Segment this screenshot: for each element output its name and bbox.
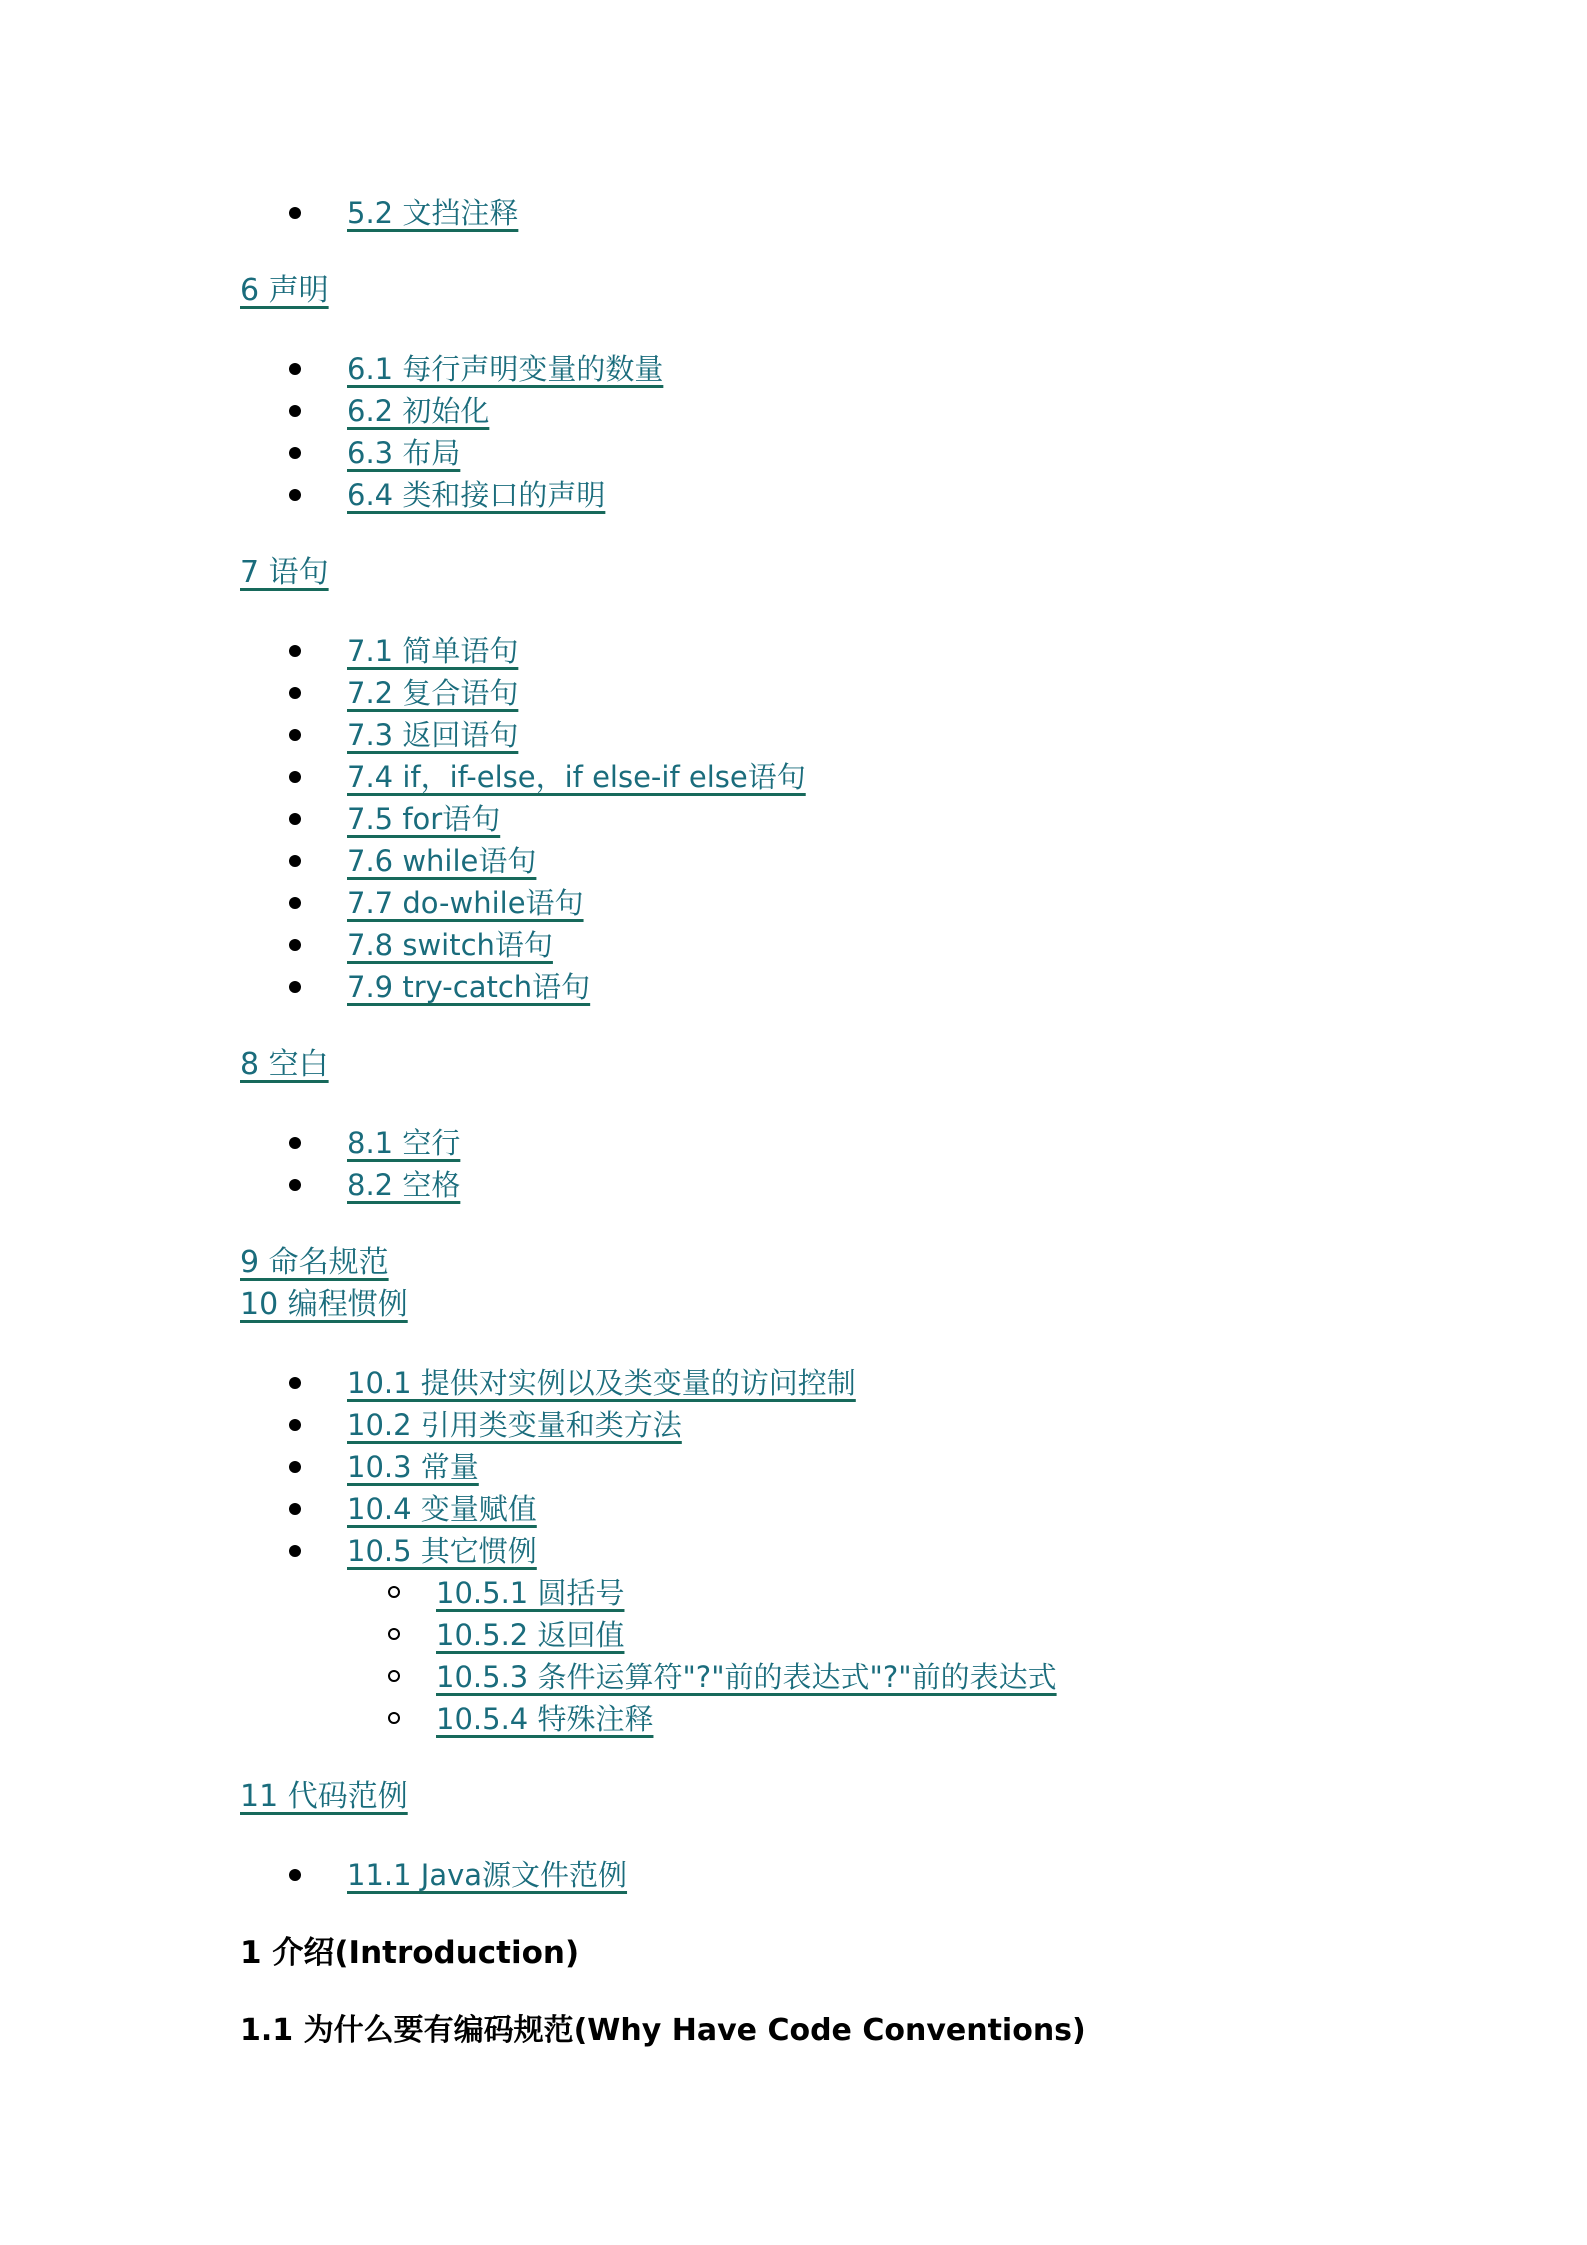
section-heading-row: [240, 1242, 1527, 1284]
toc-block-10: [240, 1854, 1527, 1896]
toc-block-1: [240, 270, 1527, 312]
toc-list-item: [240, 840, 1527, 882]
table-of-contents: [240, 0, 1527, 2088]
toc-list: [240, 1362, 1527, 1740]
toc-section-link[interactable]: 11 代码范例: [240, 1779, 408, 1814]
toc-subentry-link[interactable]: 10.5.3 条件运算符"?"前的表达式"?"前的表达式: [436, 1660, 1057, 1694]
toc-entry-link[interactable]: 7.8 switch语句: [347, 928, 553, 962]
toc-entry-link[interactable]: 7.9 try-catch语句: [347, 970, 591, 1004]
toc-subentry-link[interactable]: 10.5.4 特殊注释: [436, 1702, 654, 1736]
toc-list-item: [240, 882, 1527, 924]
toc-section-link[interactable]: 7 语句: [240, 555, 329, 590]
toc-list: [240, 630, 1527, 1008]
toc-entry-link[interactable]: 10.1 提供对实例以及类变量的访问控制: [347, 1366, 856, 1400]
toc-entry-link[interactable]: 7.6 while语句: [347, 844, 537, 878]
toc-block-9: [240, 1776, 1527, 1818]
section-heading-row: [240, 270, 1527, 312]
toc-list-item: [240, 390, 1527, 432]
bullet-icon: [289, 939, 301, 951]
toc-list: [240, 192, 1527, 234]
toc-list-item: [240, 756, 1527, 798]
bullet-icon: [289, 363, 301, 375]
toc-entry-link[interactable]: 6.2 初始化: [347, 394, 490, 428]
section-heading-row: [240, 552, 1527, 594]
toc-list-item: [240, 798, 1527, 840]
bullet-icon: [289, 1869, 301, 1881]
bullet-icon: [289, 207, 301, 219]
bullet-icon: [289, 489, 301, 501]
bullet-icon: [289, 1461, 301, 1473]
toc-sublist-item: [240, 1656, 1527, 1698]
toc-entry-link[interactable]: 6.1 每行声明变量的数量: [347, 352, 664, 386]
toc-subentry-link[interactable]: 10.5.2 返回值: [436, 1618, 625, 1652]
toc-block-4: [240, 630, 1527, 1008]
bullet-icon: [289, 645, 301, 657]
toc-list-item: [240, 1530, 1527, 1572]
toc-block-6: [240, 1122, 1527, 1206]
toc-section-link[interactable]: 6 声明: [240, 273, 329, 308]
toc-list-item: [240, 924, 1527, 966]
toc-block-5: [240, 1044, 1527, 1086]
toc-entry-link[interactable]: 11.1 Java源文件范例: [347, 1858, 628, 1892]
bullet-icon: [289, 1545, 301, 1557]
toc-block-8: [240, 1362, 1527, 1740]
toc-list-item: [240, 192, 1527, 234]
bullet-icon: [289, 771, 301, 783]
bullet-icon: [289, 1179, 301, 1191]
toc-entry-link[interactable]: 6.4 类和接口的声明: [347, 478, 606, 512]
toc-list-item: [240, 474, 1527, 516]
toc-entry-link[interactable]: 10.3 常量: [347, 1450, 479, 1484]
bullet-icon: [289, 447, 301, 459]
bullet-icon: [289, 1503, 301, 1515]
toc-block-12: [240, 2010, 1527, 2052]
toc-list-item: [240, 966, 1527, 1008]
toc-section-link[interactable]: 10 编程惯例: [240, 1287, 408, 1322]
toc-entry-link[interactable]: 8.2 空格: [347, 1168, 461, 1202]
section-heading-row: [240, 1776, 1527, 1818]
toc-entry-link[interactable]: 7.4 if，if-else，if else-if else语句: [347, 760, 806, 794]
toc-list: [240, 1854, 1527, 1896]
bullet-icon: [289, 813, 301, 825]
bullet-icon: [289, 687, 301, 699]
bullet-icon: [289, 1419, 301, 1431]
toc-block-2: [240, 348, 1527, 516]
toc-list-item: [240, 1404, 1527, 1446]
toc-entry-link[interactable]: 5.2 文挡注释: [347, 196, 519, 230]
toc-list-item: [240, 630, 1527, 672]
toc-block-3: [240, 552, 1527, 594]
toc-sublist-item: [240, 1698, 1527, 1740]
bullet-icon: [289, 981, 301, 993]
toc-entry-link[interactable]: 10.4 变量赋值: [347, 1492, 537, 1526]
toc-list-item: [240, 1854, 1527, 1896]
toc-list-item: [240, 1164, 1527, 1206]
bullet-icon: [289, 1377, 301, 1389]
toc-list-item: [240, 348, 1527, 390]
toc-entry-link[interactable]: 10.5 其它惯例: [347, 1534, 537, 1568]
section-heading: 1.1 为什么要有编码规范(Why Have Code Conventions): [240, 2013, 1086, 2048]
toc-list-item: [240, 1446, 1527, 1488]
toc-entry-link[interactable]: 6.3 布局: [347, 436, 461, 470]
toc-list-item: [240, 1488, 1527, 1530]
section-heading-row: [240, 1044, 1527, 1086]
toc-list-item: [240, 714, 1527, 756]
toc-entry-link[interactable]: 7.2 复合语句: [347, 676, 519, 710]
bullet-icon: [289, 1137, 301, 1149]
toc-list-item: [240, 1362, 1527, 1404]
toc-entry-link[interactable]: 10.2 引用类变量和类方法: [347, 1408, 682, 1442]
hollow-bullet-icon: [388, 1628, 400, 1640]
section-heading-row: [240, 1284, 1527, 1326]
toc-list-item: [240, 1122, 1527, 1164]
bullet-icon: [289, 729, 301, 741]
toc-block-11: [240, 1932, 1527, 1974]
toc-list-item: [240, 672, 1527, 714]
toc-subentry-link[interactable]: 10.5.1 圆括号: [436, 1576, 625, 1610]
toc-sublist-item: [240, 1572, 1527, 1614]
toc-list: [240, 1122, 1527, 1206]
toc-sublist-item: [240, 1614, 1527, 1656]
toc-entry-link[interactable]: 8.1 空行: [347, 1126, 461, 1160]
bullet-icon: [289, 405, 301, 417]
toc-section-link[interactable]: 8 空白: [240, 1047, 329, 1082]
hollow-bullet-icon: [388, 1670, 400, 1682]
toc-entry-link[interactable]: 7.1 简单语句: [347, 634, 519, 668]
section-heading: 1 介绍(Introduction): [240, 1935, 580, 1971]
hollow-bullet-icon: [388, 1712, 400, 1724]
toc-section-link[interactable]: 9 命名规范: [240, 1245, 389, 1280]
toc-block-0: [240, 192, 1527, 234]
toc-list: [240, 348, 1527, 516]
toc-entry-link[interactable]: 7.3 返回语句: [347, 718, 519, 752]
toc-entry-link[interactable]: 7.7 do-while语句: [347, 886, 584, 920]
hollow-bullet-icon: [388, 1586, 400, 1598]
bullet-icon: [289, 897, 301, 909]
toc-block-7: [240, 1242, 1527, 1326]
toc-entry-link[interactable]: 7.5 for语句: [347, 802, 501, 836]
bullet-icon: [289, 855, 301, 867]
toc-list-item: [240, 432, 1527, 474]
